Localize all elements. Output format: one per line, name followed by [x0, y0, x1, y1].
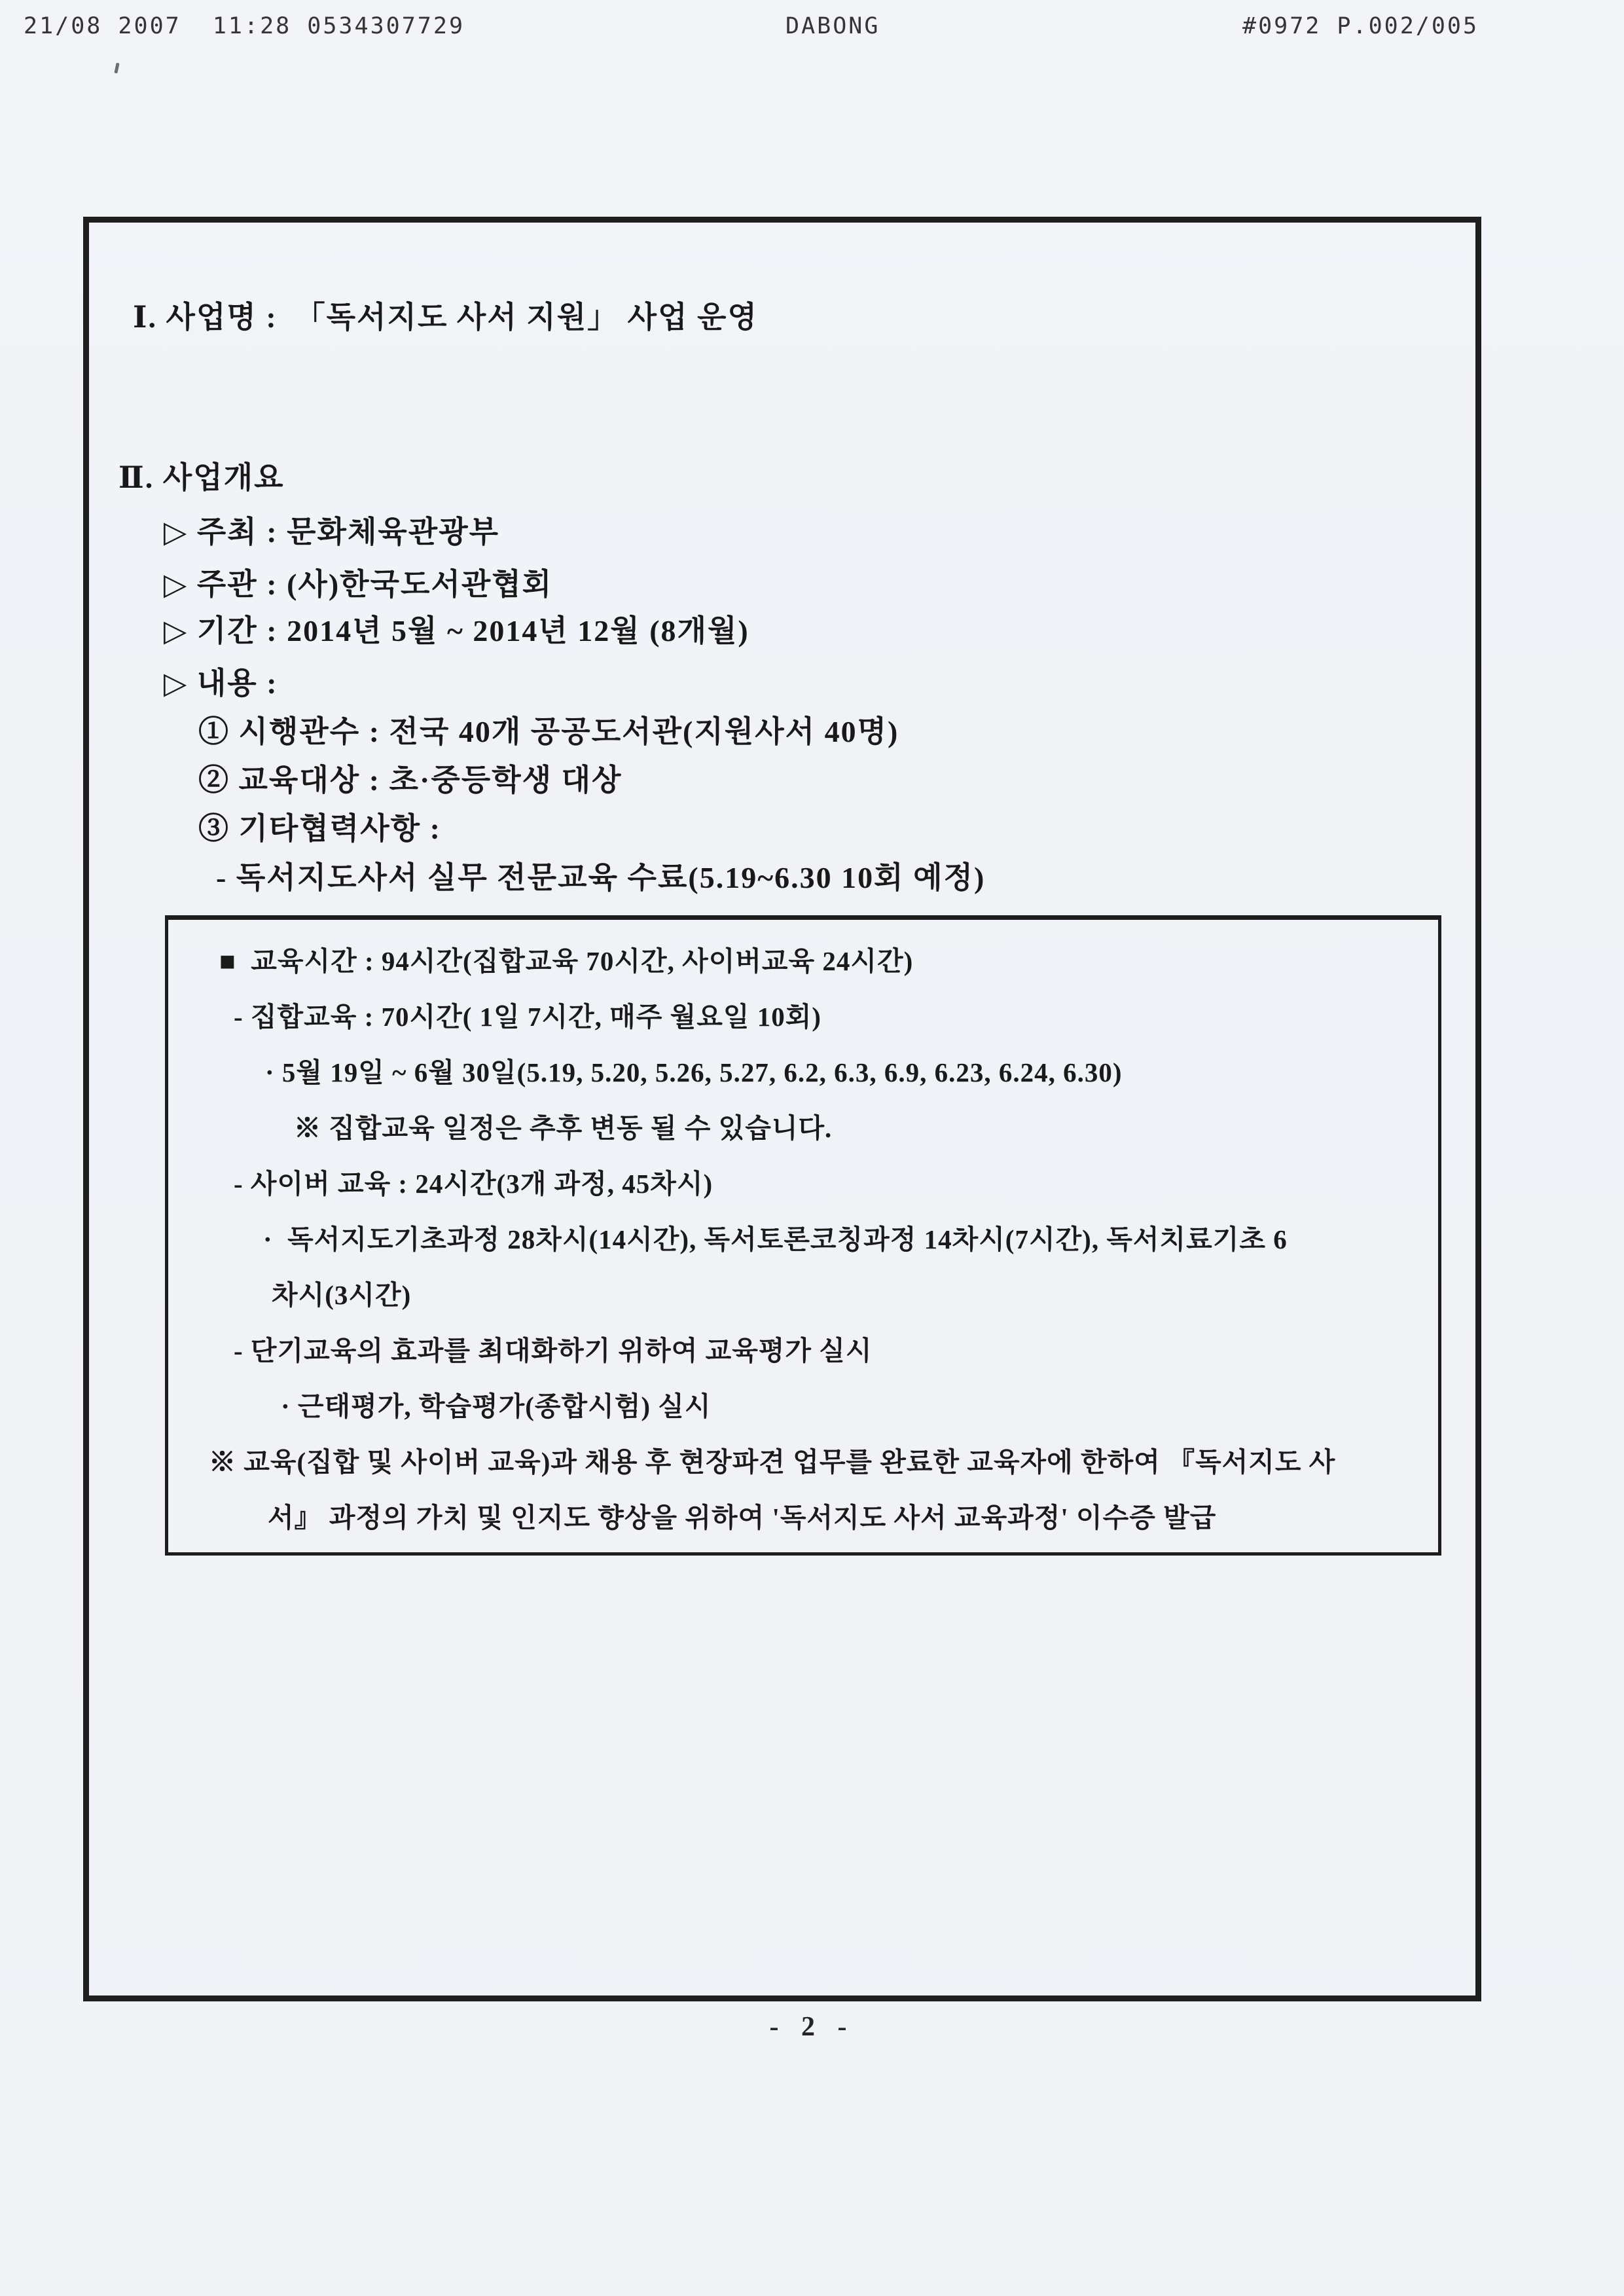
fax-station-name: DABONG	[785, 13, 880, 39]
project-title: Ⅰ. 사업명 : 「독서지도 사서 지원」 사업 운영	[133, 301, 758, 334]
overview-item-period: ▷ 기간 : 2014년 5월 ~ 2014년 12월 (8개월)	[164, 614, 749, 647]
scan-speck	[114, 63, 119, 74]
overview-heading: Ⅱ. 사업개요	[118, 461, 285, 494]
box-line-cyber-training: - 사이버 교육 : 24시간(3개 과정, 45차시)	[234, 1169, 713, 1199]
overview-item-host: ▷ 주최 : 문화체육관광부	[164, 515, 500, 549]
content-note-training: - 독서지도사서 실무 전문교육 수료(5.19~6.30 10회 예정)	[216, 861, 986, 894]
box-line-group-training: - 집합교육 : 70시간( 1일 7시간, 매주 월요일 10회)	[234, 1002, 821, 1032]
content-item-target: ② 교육대상 : 초·중등학생 대상	[198, 763, 623, 797]
box-line-evaluation-types: · 근태평가, 학습평가(종합시험) 실시	[281, 1391, 712, 1421]
page-number: - 2 -	[769, 2012, 855, 2042]
content-item-cooperation: ③ 기타협력사항 :	[198, 812, 441, 845]
box-line-cyber-courses: · 독서지도기초과정 28차시(14시간), 독서토론코칭과정 14차시(7시간), 독서치료기초 6	[263, 1224, 1288, 1254]
overview-item-content: ▷ 내용 :	[164, 666, 278, 700]
content-item-libraries: ① 시행관수 : 전국 40개 공공도서관(지원사서 40명)	[198, 715, 899, 748]
box-line-total-hours: ■ 교육시간 : 94시간(집합교육 70시간, 사이버교육 24시간)	[219, 946, 914, 976]
box-line-certificate-2: 서』 과정의 가치 및 인지도 향상을 위하여 '독서지도 사서 교육과정' 이수증 발급	[268, 1503, 1217, 1533]
box-line-schedule-note: ※ 집합교육 일정은 추후 변동 될 수 있습니다.	[294, 1113, 833, 1143]
box-line-evaluation: - 단기교육의 효과를 최대화하기 위하여 교육평가 실시	[234, 1336, 873, 1366]
fax-header	[0, 13, 1624, 50]
overview-item-organizer: ▷ 주관 : (사)한국도서관협회	[164, 568, 553, 601]
fax-page-counter: #0972 P.002/005	[1242, 13, 1479, 39]
box-line-cyber-courses-2: 차시(3시간)	[272, 1280, 412, 1310]
education-detail-box	[165, 915, 1441, 1556]
box-line-certificate: ※ 교육(집합 및 사이버 교육)과 채용 후 현장파견 업무를 완료한 교육자에 한하여 『독서지도 사	[209, 1447, 1336, 1477]
fax-timestamp: 21/08 2007 11:28 0534307729	[24, 13, 465, 39]
box-line-schedule-dates: · 5월 19일 ~ 6월 30일(5.19, 5.20, 5.26, 5.27, 6.2, 6.3, 6.9, 6.23, 6.24, 6.30)	[265, 1057, 1123, 1087]
